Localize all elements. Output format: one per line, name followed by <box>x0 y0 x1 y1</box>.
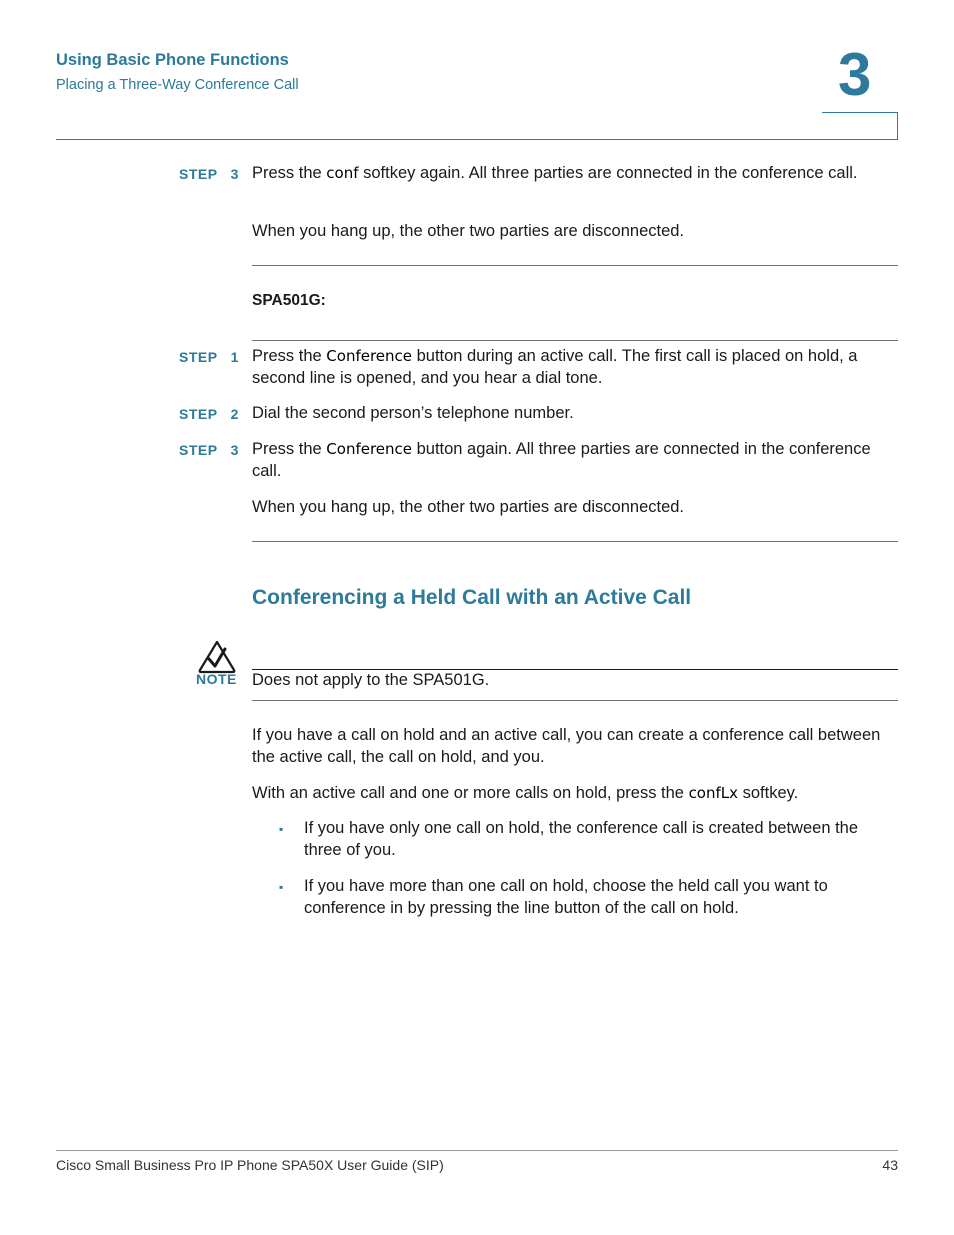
checkmark-triangle-icon <box>197 640 237 674</box>
divider <box>252 541 898 542</box>
button-name: Conference <box>326 440 413 458</box>
note-label: NOTE <box>196 671 237 687</box>
divider <box>252 265 898 266</box>
step-text: Press the Conference button during an active call. The first call is placed on hold, a second line is opened, and you hear a dial tone. <box>252 347 858 387</box>
softkey-name: confLx <box>688 784 739 802</box>
step-label: STEP 3 <box>179 442 239 458</box>
step-text: Dial the second person’s telephone number. <box>252 404 574 422</box>
step-label: STEP 2 <box>179 406 239 422</box>
footer-rule <box>56 1150 898 1151</box>
step-label: STEP 1 <box>179 349 239 365</box>
bullet-marker: ▪ <box>279 822 284 836</box>
section-heading: Conferencing a Held Call with an Active Call <box>252 586 692 609</box>
step-text: Press the Conference button again. All three parties are connected in the conference call. <box>252 440 871 480</box>
list-item: If you have only one call on hold, the conference call is created between the three of you. <box>304 819 859 859</box>
divider <box>252 340 898 341</box>
button-name: Conference <box>326 347 413 365</box>
list-item: If you have more than one call on hold, choose the held call you want to conference in by pressing the line button of the call on hold. <box>304 877 828 917</box>
chapter-number: 3 <box>838 41 872 108</box>
model-heading: SPA501G: <box>252 292 326 309</box>
step-label: STEP 3 <box>179 166 239 182</box>
hangup-text: When you hang up, the other two parties are disconnected. <box>252 498 685 516</box>
header-rule <box>56 139 898 140</box>
paragraph: With an active call and one or more calls on hold, press the confLx softkey. <box>252 784 799 802</box>
softkey-name: conf <box>326 164 359 182</box>
chapter-title: Using Basic Phone Functions <box>56 51 289 69</box>
note-bottom-rule <box>252 700 898 701</box>
chapter-tab-box <box>822 112 898 139</box>
section-subtitle: Placing a Three-Way Conference Call <box>56 77 299 93</box>
paragraph: If you have a call on hold and an active call, you can create a conference call between the active call, the call on hold, and you. <box>252 726 881 766</box>
note-text: Does not apply to the SPA501G. <box>252 671 490 689</box>
footer-title: Cisco Small Business Pro IP Phone SPA50X User Guide (SIP) <box>56 1157 444 1173</box>
page-number: 43 <box>882 1157 898 1173</box>
hangup-text: When you hang up, the other two parties are disconnected. <box>252 222 685 240</box>
step-text: Press the conf softkey again. All three parties are connected in the conference call. <box>252 164 858 182</box>
bullet-marker: ▪ <box>279 880 284 894</box>
